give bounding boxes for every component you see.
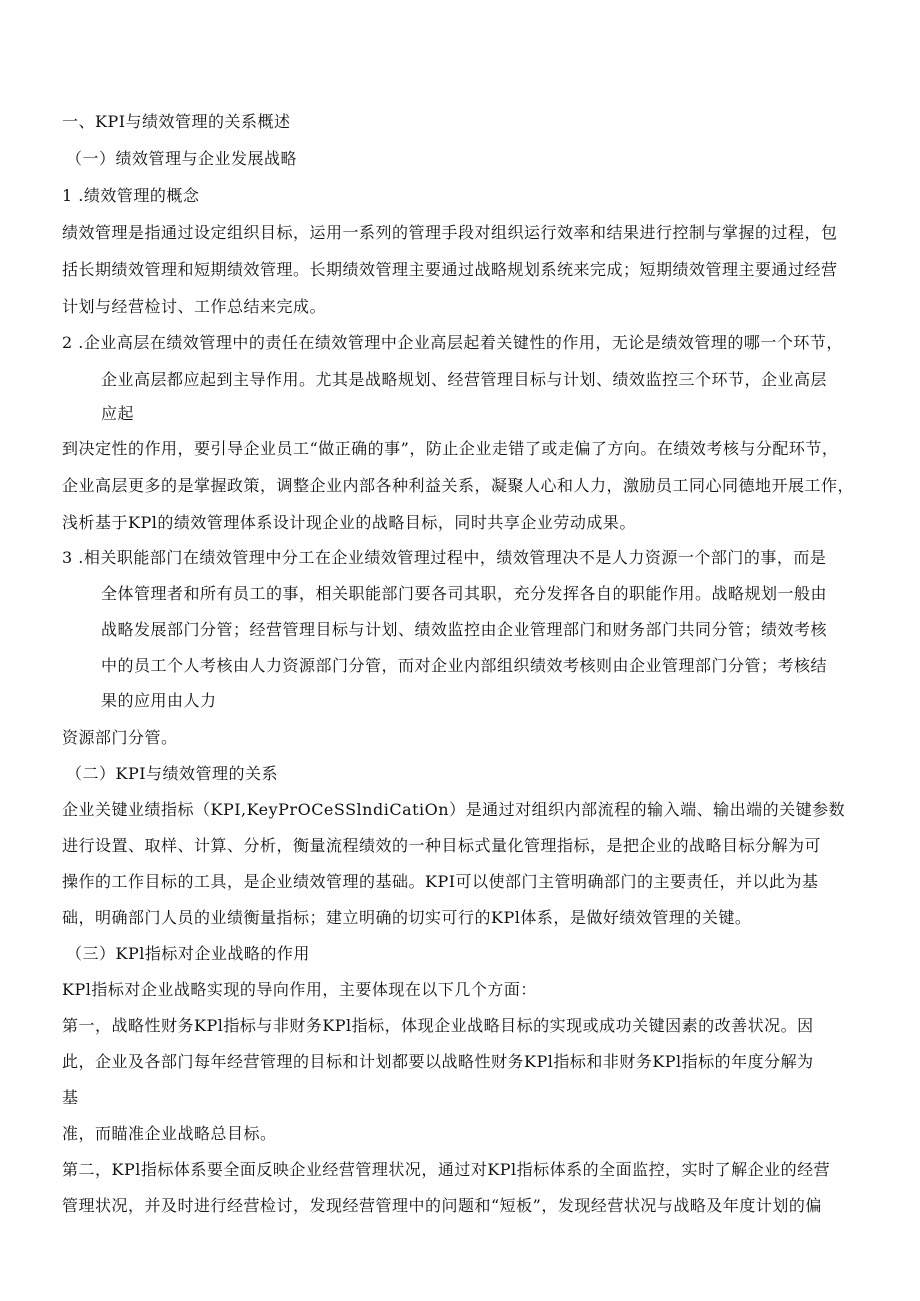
paragraph-line: 企业关键业绩指标（KPI,KeyPrOCeSSlndiCatiOn）是通过对组织内部流程的输入端、输出端的关键参数	[62, 800, 846, 819]
list-item-3-line: 果的应用由人力	[101, 691, 217, 710]
list-item-3-line: 中的员工个人考核由人力资源部门分管，而对企业内部组织绩效考核则由企业管理部门分管；考核结	[101, 656, 828, 675]
paragraph-line: 资源部门分管。	[62, 728, 178, 747]
paragraph-line: 计划与经营检讨、工作总结来完成。	[62, 297, 327, 316]
paragraph-line: 管理状况，并及时进行经营检讨，发现经营管理中的问题和“短板”，发现经营状况与战略及年度计划的偏	[62, 1196, 822, 1215]
paragraph-line: 准，而瞄准企业战略总目标。	[62, 1124, 277, 1143]
paragraph-line: 绩效管理是指通过设定组织目标，运用一系列的管理手段对组织运行效率和结果进行控制与掌握的过程，包	[62, 223, 838, 242]
section-heading-1: 一、KPI与绩效管理的关系概述	[62, 112, 291, 131]
subsection-heading-3: （三）KPl指标对企业战略的作用	[66, 944, 310, 963]
subsection-heading-1: （一）绩效管理与企业发展战略	[66, 149, 298, 168]
list-item-3-line: 3 .相关职能部门在绩效管理中分工在企业绩效管理过程中，绩效管理决不是人力资源一个部门的事，而是	[62, 548, 827, 567]
paragraph-line: 操作的工作目标的工具，是企业绩效管理的基础。KPI可以使部门主管明确部门的主要责任，并以此为基	[62, 872, 819, 891]
paragraph-line: 础，明确部门人员的业绩衡量指标；建立明确的切实可行的KPl体系，是做好绩效管理的关键。	[62, 908, 752, 927]
list-item-3-line: 全体管理者和所有员工的事，相关职能部门要各司其职，充分发挥各自的职能作用。战略规划一般由	[101, 584, 828, 603]
paragraph-line: 第二，KPl指标体系要全面反映企业经营管理状况，通过对KPl指标体系的全面监控，实时了解企业的经营	[62, 1160, 831, 1179]
paragraph-line: KPl指标对企业战略实现的导向作用，主要体现在以下几个方面：	[62, 980, 537, 999]
list-item-3-line: 战略发展部门分管；经营管理目标与计划、绩效监控由企业管理部门和财务部门共同分管；绩效考核	[101, 620, 828, 639]
item-heading-1: 1 .绩效管理的概念	[62, 186, 200, 205]
list-item-2-line: 应起	[101, 404, 135, 423]
paragraph-line: 企业高层更多的是掌握政策，调整企业内部各种利益关系，凝聚人心和人力，激励员工同心同德地开展工作，	[62, 476, 855, 495]
paragraph-line: 基	[62, 1088, 79, 1107]
list-item-2-line: 企业高层都应起到主导作用。尤其是战略规划、经营管理目标与计划、绩效监控三个环节，企业高层	[101, 370, 828, 389]
paragraph-line: 此，企业及各部门每年经营管理的目标和计划都要以战略性财务KPl指标和非财务KPl指标的年度分解为	[62, 1052, 814, 1071]
paragraph-line: 浅析基于KPl的绩效管理体系设计现企业的战略目标，同时共享企业劳动成果。	[62, 513, 636, 532]
paragraph-line: 括长期绩效管理和短期绩效管理。长期绩效管理主要通过战略规划系统来完成；短期绩效管理主要通过经营	[62, 260, 838, 279]
paragraph-line: 第一，战略性财务KPl指标与非财务KPl指标，体现企业战略目标的实现或成功关键因素的改善状况。因	[62, 1016, 814, 1035]
subsection-heading-2: （二）KPI与绩效管理的关系	[66, 764, 279, 783]
list-item-2-line: 2 .企业高层在绩效管理中的责任在绩效管理中企业高层起着关键性的作用，无论是绩效管理的哪一个环节，	[62, 333, 843, 352]
paragraph-line: 进行设置、取样、计算、分析，衡量流程绩效的一种目标式量化管理指标，是把企业的战略目标分解为可	[62, 836, 822, 855]
paragraph-line: 到决定性的作用，要引导企业员工“做正确的事”，防止企业走错了或走偏了方向。在绩效考核与分配环节，	[62, 439, 839, 458]
